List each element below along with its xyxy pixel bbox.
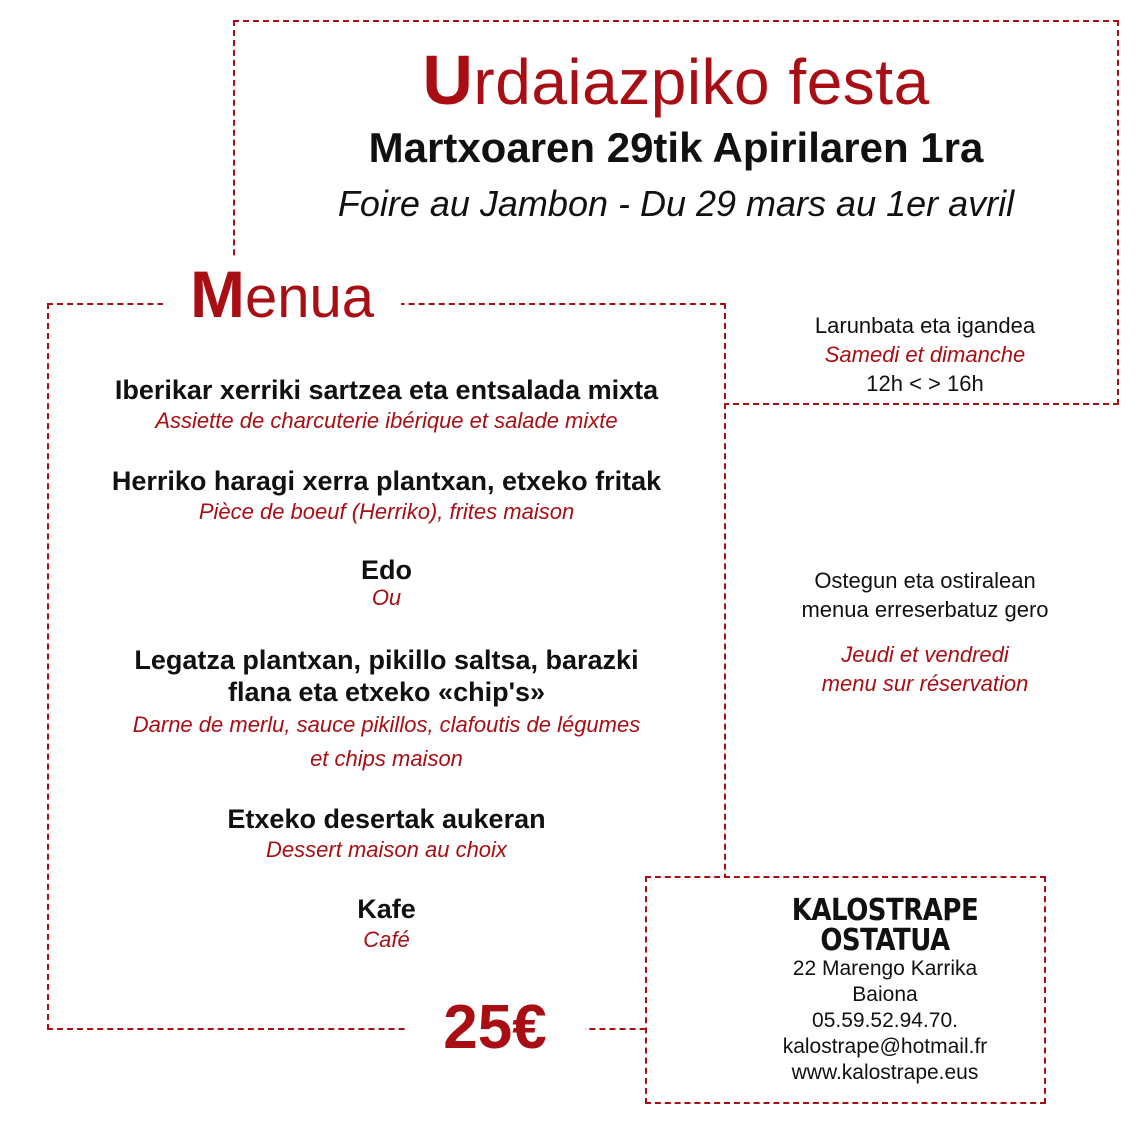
contact-email[interactable]: kalostrape@hotmail.fr xyxy=(782,1035,988,1058)
menu-heading xyxy=(163,257,401,337)
menu-item-name: Herriko haragi xerra plantxan, etxeko fritak xyxy=(111,466,662,496)
contact-block xyxy=(726,893,1044,1086)
event-title xyxy=(233,40,1119,120)
menu-item-name-line1: Legatza plantxan, pikillo saltsa, barazki xyxy=(134,645,639,675)
weekday-note-eu-line2: menua erreserbatuz gero xyxy=(801,597,1049,622)
menu-heading-initial: M xyxy=(189,257,245,331)
event-title-initial: U xyxy=(422,41,474,119)
restaurant-name: KALOSTRAPE OSTATUA xyxy=(791,893,979,959)
weekday-note-fr-line2: menu sur réservation xyxy=(821,671,1029,696)
weekday-reservation xyxy=(738,566,1112,698)
event-dates-eu: Martxoaren 29tik Apirilaren 1ra xyxy=(368,124,984,171)
menu-item-translation: Café xyxy=(363,927,410,952)
weekend-days-eu: Larunbata eta igandea xyxy=(814,313,1036,338)
menu-item-starter xyxy=(47,374,726,436)
menu-item-main-hake xyxy=(47,644,726,776)
weekend-days-fr: Samedi et dimanche xyxy=(824,342,1026,367)
menu-item-translation: Assiette de charcuterie ibérique et salade mixte xyxy=(155,408,618,433)
menu-item-translation: Ou xyxy=(371,585,402,610)
menu-item-or xyxy=(47,554,726,610)
contact-city: Baiona xyxy=(852,983,918,1006)
menu-item-translation-line2: et chips maison xyxy=(310,746,463,771)
menu-item-name: Edo xyxy=(361,555,412,585)
menu-item-coffee xyxy=(47,893,726,955)
menu-item-translation: Pièce de boeuf (Herriko), frites maison xyxy=(198,499,575,524)
weekend-time-range: 12h < > 16h xyxy=(866,371,984,396)
menu-item-main-beef xyxy=(47,465,726,527)
menu-item-name: Kafe xyxy=(357,894,416,924)
menu-price: 25€ xyxy=(405,990,585,1065)
menu-item-dessert xyxy=(47,803,726,865)
menu-item-name: Iberikar xerriki sartzea eta entsalada mixta xyxy=(114,375,659,405)
menu-item-name-line2: flana eta etxeko «chip's» xyxy=(227,677,546,707)
contact-website[interactable]: www.kalostrape.eus xyxy=(791,1061,979,1084)
event-dates-fr: Foire au Jambon - Du 29 mars au 1er avril xyxy=(337,183,1015,224)
contact-phone[interactable]: 05.59.52.94.70. xyxy=(812,1009,958,1032)
weekday-note-fr-line1: Jeudi et vendredi xyxy=(841,642,1009,667)
menu-heading-rest: enua xyxy=(244,265,374,330)
event-title-rest: rdaiazpiko festa xyxy=(473,46,930,118)
menu-item-translation-line1: Darne de merlu, sauce pikillos, clafoutis de légumes xyxy=(132,712,641,737)
contact-street: 22 Marengo Karrika xyxy=(792,957,978,980)
weekend-hours xyxy=(738,311,1112,398)
menu-item-translation: Dessert maison au choix xyxy=(266,837,507,862)
menu-item-name: Etxeko desertak aukeran xyxy=(227,804,546,834)
weekday-note-eu-line1: Ostegun eta ostiralean xyxy=(814,568,1036,593)
